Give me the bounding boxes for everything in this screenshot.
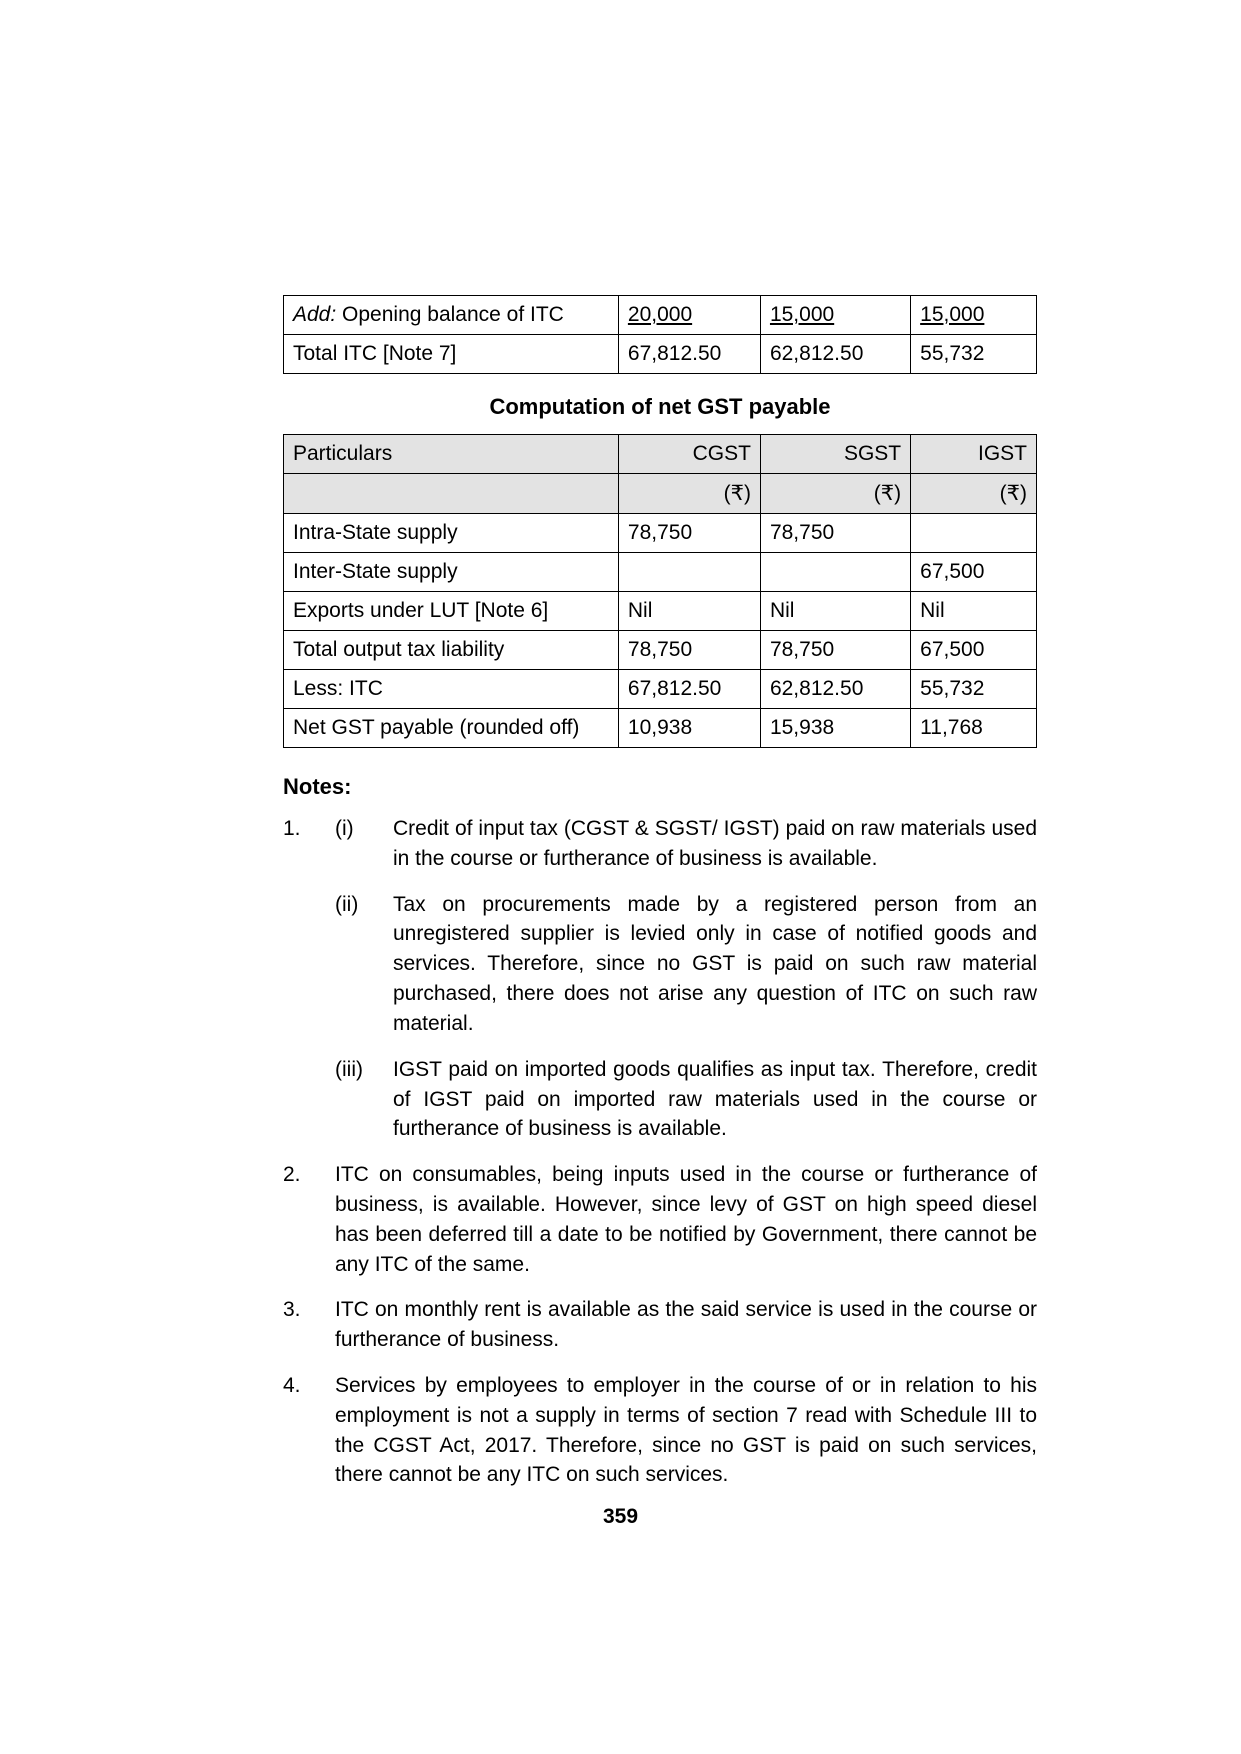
cell-cgst: 78,750	[618, 631, 760, 670]
note-item	[283, 1160, 1037, 1279]
cell-sgst: Nil	[760, 592, 910, 631]
note-text: ITC on monthly rent is available as the said service is used in the course or furtherance of business.	[335, 1298, 1037, 1352]
cell-igst: 55,732	[911, 335, 1037, 374]
row-label-italic: Add:	[293, 303, 337, 326]
table-row	[284, 631, 1037, 670]
note-item	[335, 890, 1037, 1039]
table-row	[284, 514, 1037, 553]
header-igst-currency: (₹)	[911, 474, 1037, 514]
cell-igst: Nil	[911, 592, 1037, 631]
note-text: Credit of input tax (CGST & SGST/ IGST) paid on raw materials used in the course or furtherance of business is available.	[393, 817, 1037, 870]
note-text: IGST paid on imported goods qualifies as input tax. Therefore, credit of IGST paid on imported raw materials used in the course or furtherance of business is available.	[393, 1057, 1037, 1141]
cell-sgst: 15,938	[760, 709, 910, 748]
row-label: Exports under LUT [Note 6]	[284, 592, 619, 631]
note-item	[283, 814, 1037, 874]
opening-balance-table	[283, 295, 1037, 374]
note-marker: 1.	[283, 817, 301, 840]
note-item	[335, 1055, 1037, 1144]
note-marker: 2.	[283, 1163, 301, 1187]
note-sub-marker: (iii)	[335, 1057, 363, 1081]
cell-sgst	[760, 553, 910, 592]
table-row	[284, 670, 1037, 709]
header-particulars: Particulars	[284, 435, 619, 474]
net-gst-payable-table	[283, 434, 1037, 748]
cell-sgst: 78,750	[760, 514, 910, 553]
cell-sgst: 62,812.50	[760, 670, 910, 709]
header-sgst-currency: (₹)	[760, 474, 910, 514]
cell-cgst	[618, 553, 760, 592]
row-label-rest: Opening balance of ITC	[336, 303, 564, 326]
note-marker: 3.	[283, 1298, 301, 1322]
row-label: Net GST payable (rounded off)	[284, 709, 619, 748]
cell-cgst: 20,000	[618, 296, 760, 335]
page-content	[283, 295, 1037, 1506]
cell-igst: 15,000	[911, 296, 1037, 335]
header-sgst: SGST	[760, 435, 910, 474]
note-text: Tax on procurements made by a registered person from an unregistered supplier is levied only in case of notified goods and services. Therefore, since no GST is paid on such raw material purchased, there does not arise any question of ITC on such raw material.	[393, 892, 1037, 1035]
table-header-row	[284, 435, 1037, 474]
note-sub-marker: (ii)	[335, 892, 359, 916]
row-label: Total output tax liability	[284, 631, 619, 670]
row-label: Total ITC [Note 7]	[284, 335, 619, 374]
row-label: Inter-State supply	[284, 553, 619, 592]
row-label: Intra-State supply	[284, 514, 619, 553]
cell-cgst: Nil	[618, 592, 760, 631]
note-item	[283, 1295, 1037, 1355]
cell-igst: 11,768	[911, 709, 1037, 748]
notes-heading: Notes:	[283, 774, 352, 799]
note-item	[283, 1371, 1037, 1490]
table-caption: Computation of net GST payable	[489, 394, 831, 419]
cell-cgst: 67,812.50	[618, 335, 760, 374]
table-row	[284, 335, 1037, 374]
header-cgst-currency: (₹)	[618, 474, 760, 514]
table-row	[284, 553, 1037, 592]
header-igst: IGST	[911, 435, 1037, 474]
cell-sgst: 62,812.50	[760, 335, 910, 374]
note-sub-marker: (i)	[335, 817, 354, 840]
header-cgst: CGST	[618, 435, 760, 474]
note-text: ITC on consumables, being inputs used in the course or furtherance of business, is available. However, since levy of GST on high speed diesel has been deferred till a date to be notified by Government, there cannot be any ITC of the same.	[335, 1163, 1037, 1276]
note-text: Services by employees to employer in the course of or in relation to his employment is not a supply in terms of section 7 read with Schedule III to the CGST Act, 2017. Therefore, since no GST is paid on such services, there cannot be any ITC on such services.	[335, 1374, 1037, 1487]
cell-igst: 67,500	[911, 553, 1037, 592]
cell-igst: 67,500	[911, 631, 1037, 670]
cell-sgst: 78,750	[760, 631, 910, 670]
cell-igst: 55,732	[911, 670, 1037, 709]
table-row	[284, 296, 1037, 335]
cell-cgst: 67,812.50	[618, 670, 760, 709]
cell-sgst: 15,000	[760, 296, 910, 335]
row-label: Less: ITC	[284, 670, 619, 709]
cell-cgst: 10,938	[618, 709, 760, 748]
table-header-currency-row	[284, 474, 1037, 514]
note-marker: 4.	[283, 1374, 301, 1397]
page-number: 359	[602, 1505, 639, 1528]
header-blank	[284, 474, 619, 514]
table-row	[284, 592, 1037, 631]
row-label	[284, 296, 619, 335]
cell-cgst: 78,750	[618, 514, 760, 553]
table-row	[284, 709, 1037, 748]
cell-igst	[911, 514, 1037, 553]
